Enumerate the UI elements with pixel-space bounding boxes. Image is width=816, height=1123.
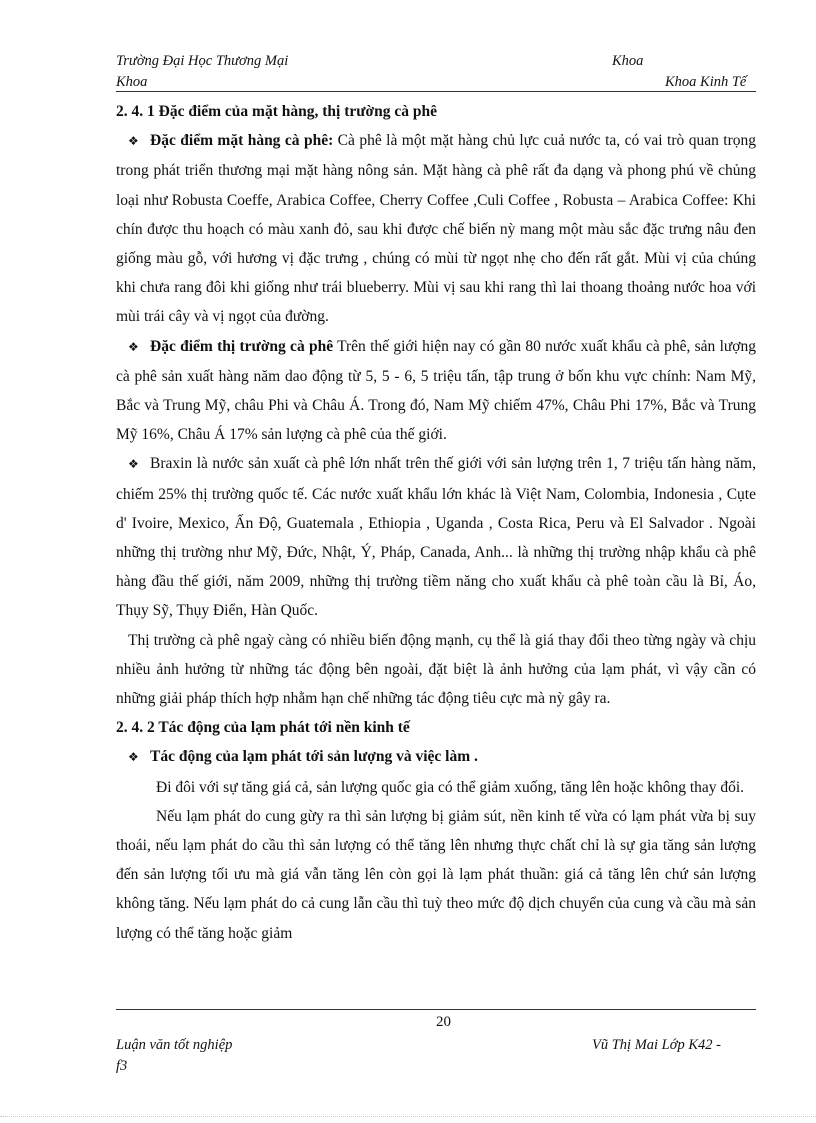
section-heading-2-4-1: 2. 4. 1 Đặc điểm của mặt hàng, thị trường cà phê: [116, 103, 437, 120]
paragraph-supply-demand: Nếu lạm phát do cung gừy ra thì sản lượng bị giảm sút, nền kinh tế vừa có lạm phát vừa bị suy thoái, nếu lạm phát do cầu thì sản lượng có thể tăng lên nhưng thực chất chỉ là sự gia tăng sản lượng đến sản lượng tối ưu mà giá vẫn tăng lên còn gọi là lạm phát thuần: giá cả tăng lên chứ sản lượng không tăng. Nếu lạm phát do cả cung lẫn cầu thì tuỳ theo mức độ dịch chuyển của cung và cầu mà sản lượng có thể tăng hoặc giảm: [116, 807, 756, 942]
diamond-bullet-icon: ❖: [128, 457, 139, 472]
footer-class-suffix: f3: [116, 1058, 128, 1074]
bullet-text-market: Trên thế giới hiện nay có gần 80 nước xuất khẩu cà phê, sản lượng cà phê sản xuất hàng năm dao động từ 5, 5 - 6, 5 triệu tấn, tập trung ở bốn khu vực chính: Nam Mỹ, Bắc và Trung Mỹ, châu Phi và Châu Á. Trong đó, Nam Mỹ chiếm 47%, Châu Phi 17%, Bắc và Trung Mỹ 16%, Châu Á 17% sản lượng cà phê của thế giới.: [116, 337, 756, 444]
diamond-bullet-icon: ❖: [128, 339, 139, 354]
header-faculty: Khoa Kinh Tế: [665, 74, 747, 90]
sub-heading-output-employment: [116, 742, 756, 772]
footer-author: Vũ Thị Mai Lớp K42 -: [592, 1037, 721, 1053]
footer-rule: [116, 1009, 756, 1010]
header-khoa-center: Khoa: [612, 53, 644, 69]
sub-heading-text: Tác động của lạm phát tới sản lượng và việc làm .: [150, 748, 478, 766]
diamond-bullet-icon: ❖: [128, 134, 139, 149]
page-number: 20: [436, 1014, 451, 1030]
header-khoa-left: Khoa: [116, 74, 148, 90]
section-heading-2-4-2: 2. 4. 2 Tác động của lạm phát tới nền kinh tế: [116, 719, 410, 737]
bullet-label-market: Đặc điểm thị trường cà phê: [150, 337, 334, 355]
bullet-text-brazil: Braxin là nước sản xuất cà phê lớn nhất trên thế giới với sản lượng trên 1, 7 triệu tấn hàng năm, chiếm 25% thị trường quốc tế. Các nước xuất khẩu lớn khác là Việt Nam, Colombia, Indonesia , Cụte d' Ivoire, Mexico, Ấn Độ, Guatemala , Ethiopia , Uganda , Costa Rica, Peru và El Salvador . Ngoài những thị trường như Mỹ, Đức, Nhật, Ý, Pháp, Canada, Anh... là những thị trường nhập khẩu cà phê hàng đầu thế giới, năm 2009, những thị trường tiềm năng cho xuất khẩu cà phê toàn cầu là Bỉ, Áo, Thụy Sỹ, Thụy Điển, Hàn Quốc.: [116, 455, 756, 620]
page-bottom-divider: [0, 1116, 816, 1117]
header-rule: [116, 91, 756, 92]
bullet-paragraph-market: [116, 332, 756, 450]
paragraph-price-output: Đi đôi với sự tăng giá cả, sản lượng quốc gia có thể giảm xuống, tăng lên hoặc không thay đổi.: [156, 778, 745, 796]
footer-thesis-label: Luận văn tốt nghiệp: [116, 1037, 233, 1053]
diamond-bullet-icon: ❖: [128, 750, 139, 765]
bullet-paragraph-brazil: [116, 449, 756, 625]
document-body: [116, 97, 756, 948]
bullet-paragraph-product: [116, 126, 756, 331]
bullet-text-product: Cà phê là một mặt hàng chủ lực cuả nước ta, có vai trò quan trọng trong phát triển thương mại mặt hàng nông sản. Mặt hàng cà phê rất đa dạng và phong phú về chủng loại như Robusta Coeffe, Arabica Coffee, Cherry Coffee ,Culi Coffee , Robusta – Arabica Coffee: Khi chín được thu hoạch có màu xanh đỏ, sau khi được chế biến nỳ mang một màu sắc đặc trưng nâu đen giống màu gỗ, với hương vị đặc trưng , chúng có mùi từ ngọt nhẹ cho đến rất gắt. Mùi vị của chúng khi chưa rang đôi khi giống như trái blueberry. Mùi vị sau khi rang thì lai thoang thoảng nước hoa với mùi trái cây và vị ngọt của đường.: [116, 132, 756, 326]
paragraph-market-volatility: Thị trường cà phê ngaỳ càng có nhiều biến động mạnh, cụ thể là giá thay đổi theo từng ngày và chịu nhiều ảnh hưởng từ những tác động bên ngoài, đặt biệt là ảnh hưởng của lạm phát, vì vậy cần có những giải pháp thích hợp nhằm hạn chế những tác động tiêu cực mà nỳ gây ra.: [116, 631, 756, 708]
header-university: Trường Đại Học Thương Mại: [116, 53, 289, 69]
bullet-label-product: Đặc điểm mặt hàng cà phê:: [150, 132, 334, 150]
